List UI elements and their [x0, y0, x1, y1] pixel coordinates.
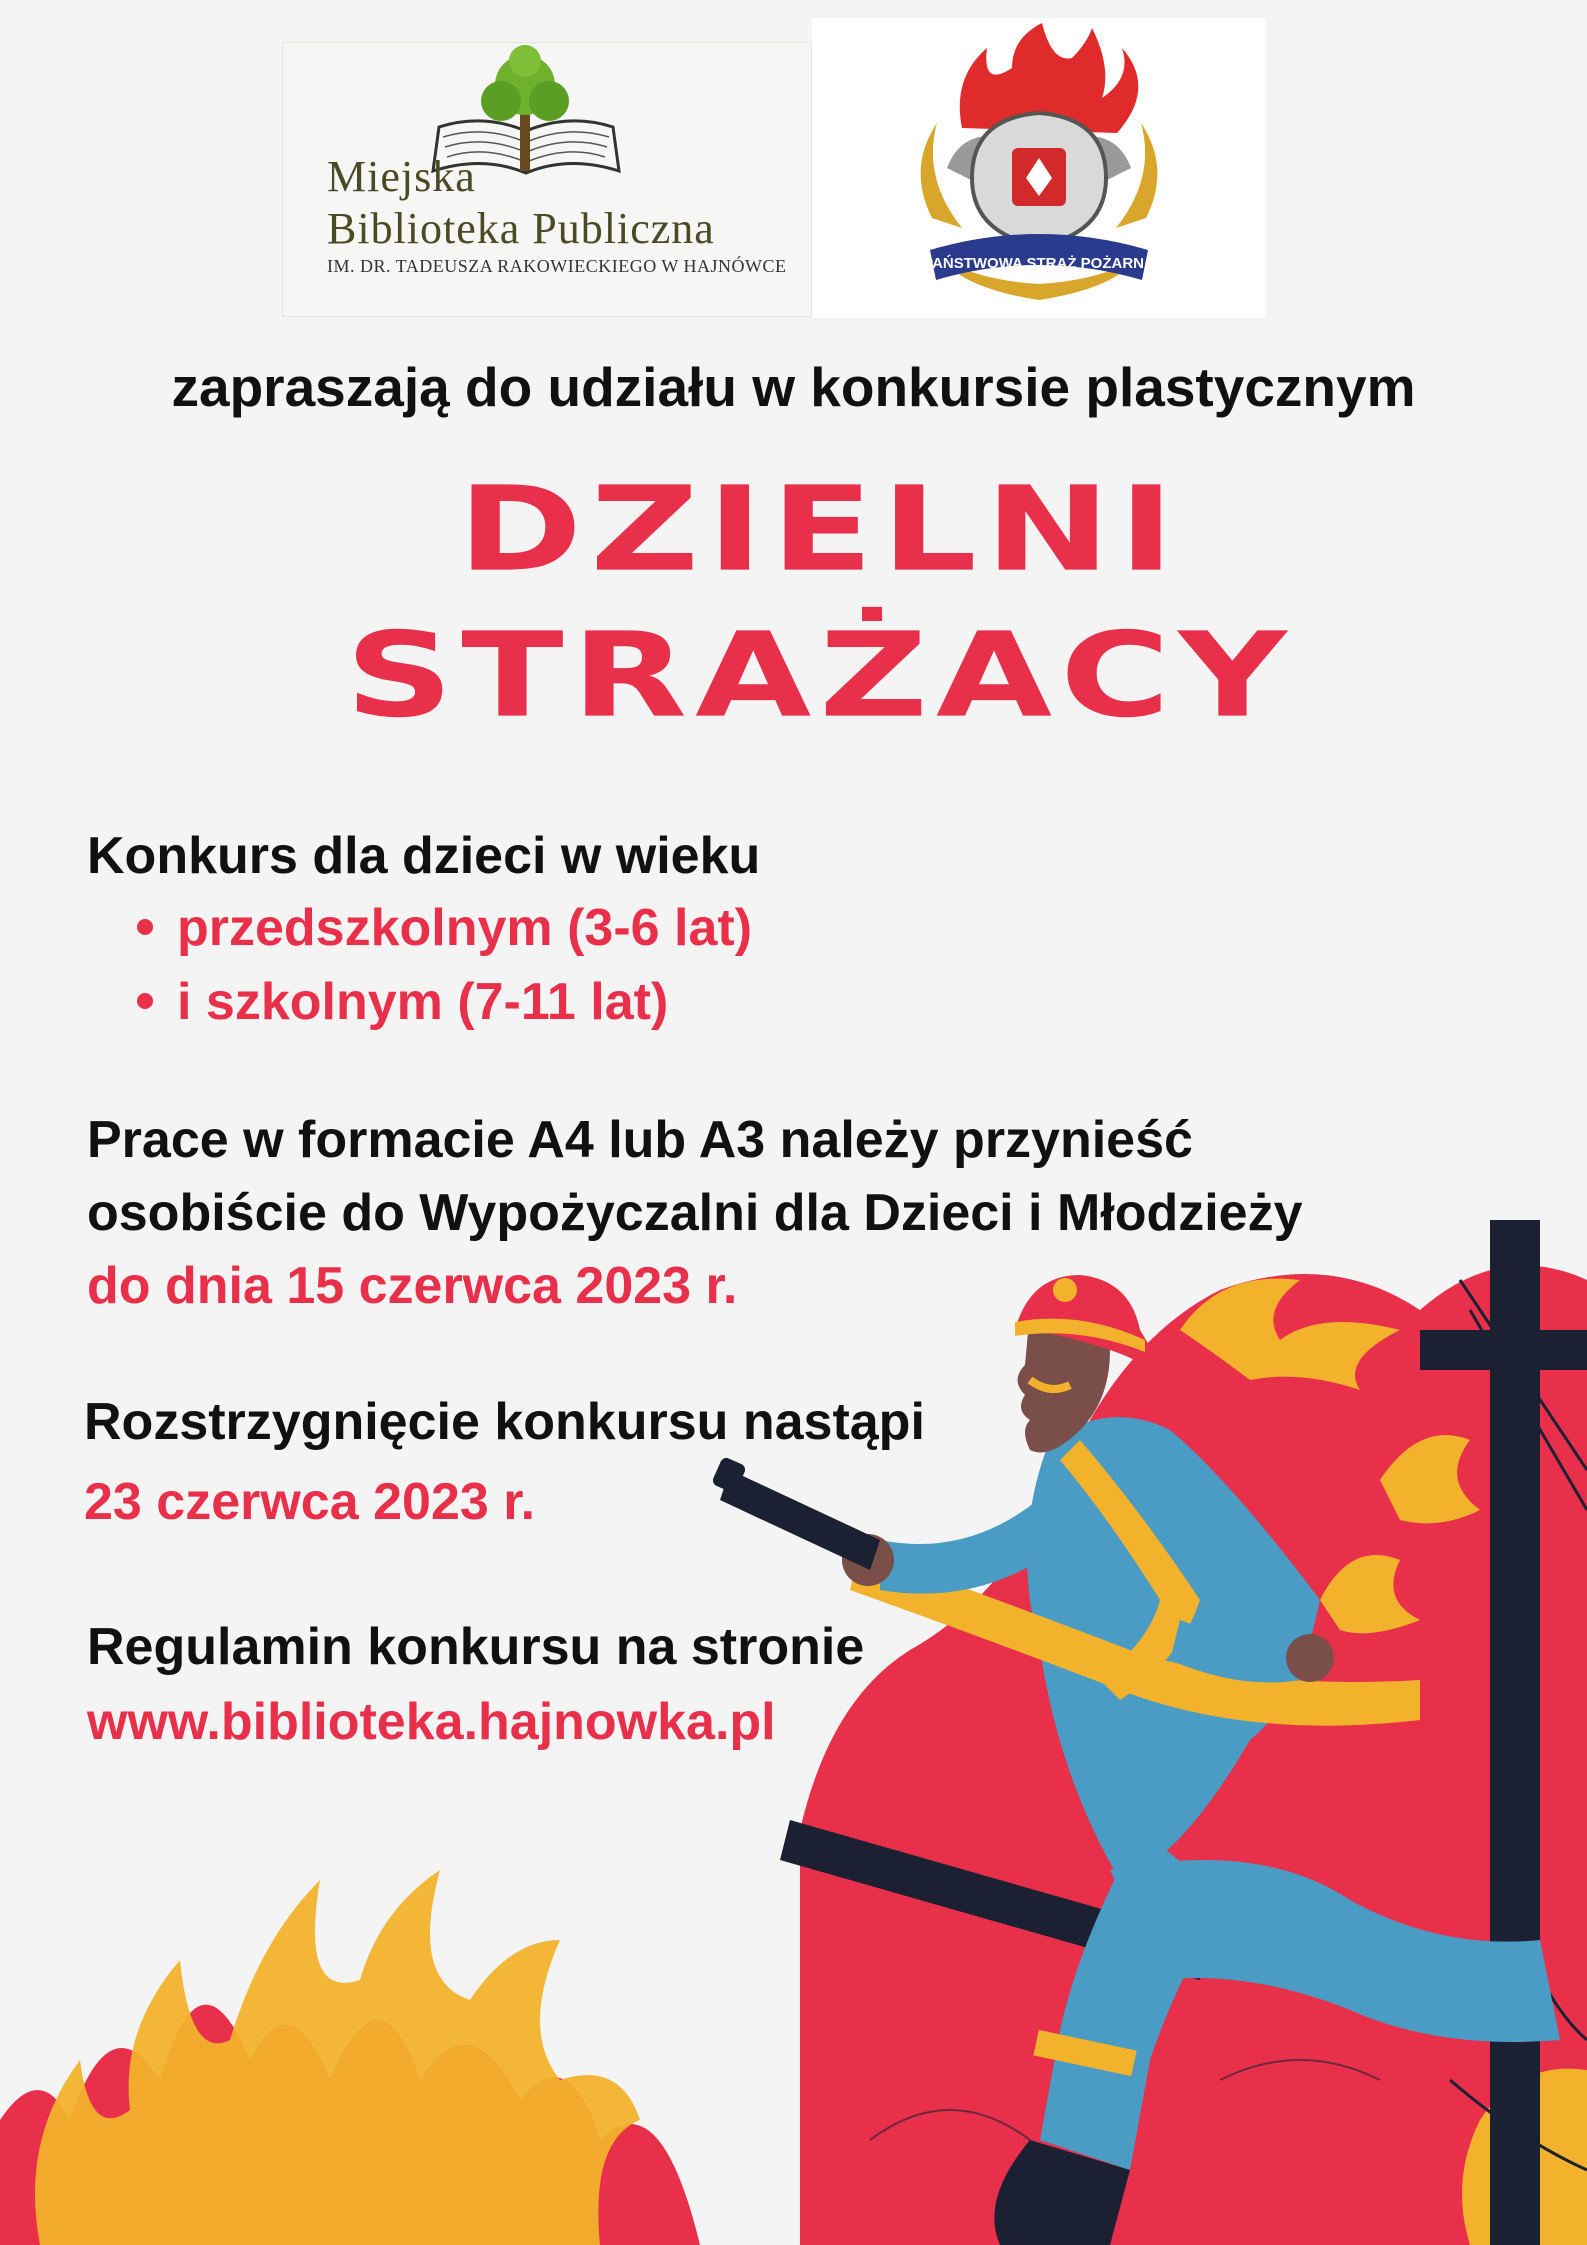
- library-name-line1: Miejska: [327, 152, 476, 201]
- library-name-line2: Biblioteka Publiczna: [327, 204, 715, 253]
- hose-nozzle: [720, 1470, 880, 1570]
- library-patron-line: IM. DR. TADEUSZA RAKOWIECKIEGO W HAJNÓWCE: [327, 256, 787, 276]
- delivery-line1: Prace w formacie A4 lub A3 należy przynieść: [87, 1111, 1193, 1169]
- utility-pole: [1490, 1220, 1540, 2245]
- title-line2: STRAŻACY: [345, 608, 1295, 744]
- fire-service-logo: [812, 18, 1266, 318]
- rules-url-link[interactable]: www.biblioteka.hajnowka.pl: [87, 1693, 776, 1751]
- title-line1: DZIELNI: [457, 462, 1183, 598]
- bullet-icon: [137, 993, 153, 1009]
- fire-service-emblem-icon: [812, 18, 1266, 318]
- age-list-item: [137, 972, 752, 1046]
- fire-service-banner-text: PAŃSTWOWA STRAŻ POŻARNA: [923, 255, 1155, 272]
- invitation-text: zapraszają do udziału w konkursie plastycznym: [171, 356, 1416, 418]
- delivery-deadline: do dnia 15 czerwca 2023 r.: [87, 1257, 738, 1315]
- pole-crossbar-top: [1420, 1330, 1587, 1370]
- age-item-preschool: przedszkolnym (3-6 lat): [177, 899, 753, 957]
- rules-line1: Regulamin konkursu na stronie: [87, 1618, 865, 1676]
- delivery-line2: osobiście do Wypożyczalni dla Dzieci i Młodzieży: [87, 1184, 1303, 1242]
- bullet-icon: [137, 919, 153, 935]
- results-line1: Rozstrzygnięcie konkursu nastąpi: [84, 1393, 925, 1451]
- age-list: [137, 898, 752, 1046]
- age-list-item: [137, 898, 752, 972]
- age-heading: Konkurs dla dzieci w wieku: [87, 827, 761, 885]
- library-logo: [282, 42, 812, 317]
- results-date: 23 czerwca 2023 r.: [84, 1473, 536, 1531]
- age-item-school: i szkolnym (7-11 lat): [177, 973, 669, 1031]
